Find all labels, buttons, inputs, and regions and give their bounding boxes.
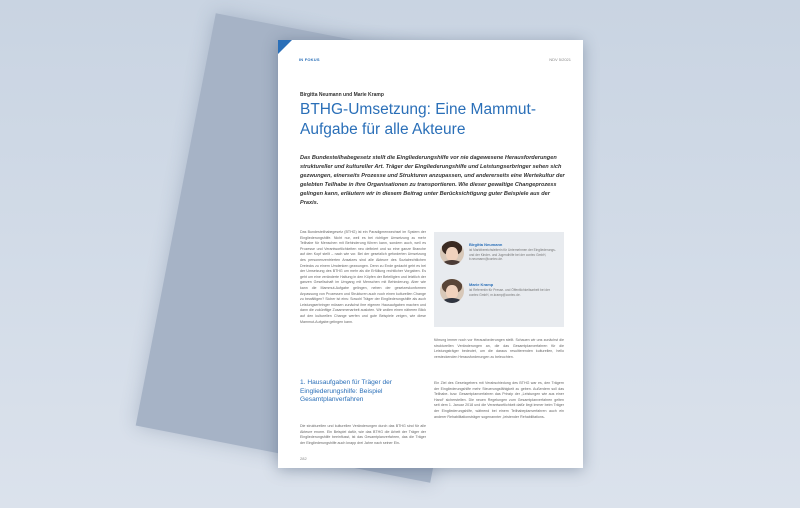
page-number: 282 xyxy=(300,456,307,461)
author-bio: ist Marktbereichsleiterin für Unternehmen der Eingliederungs- und der Kinder- und Jugendhilfe bei der contec GmbH, b.neumann@contec.de. xyxy=(469,248,556,262)
avatar xyxy=(440,279,464,303)
section-heading: 1. Hausaufgaben für Träger der Eingliederungshilfe: Beispiel Gesamtplanverfahren xyxy=(300,379,393,404)
body-text-left: Das Bundesteilhabegesetz (BTHG) ist ein Paradigmenwechsel im System der Eingliederungshilfe. Nicht nur, weil es bei richtiger Umsetzung zu mehr Teilhabe für Menschen mit Behinderung führen kann, sondern auch, weil es Prozesse und Verantwortlichkeiten neu definiert und so eine ganze Branche auf den Kopf stellt – nach wie vor. Bei der gesetzlich geforderten Umsetzung des personenzentrierten Ansatzes sind alle Akteure des Sozialrechtlichen Dreiecks zu einem Umdenken gezwungen. Denn zu Ende gedacht geht es bei der Umsetzung des BTHG um mehr als die Erfüllung rechtlicher Vorgaben. Es geht um eine veränderte Haltung in den Köpfen der Beteiligten und letztlich der ganzen Gesellschaft im Umgang mit Menschen mit Behinderung. Aber wie kann die Mammut-Aufgabe gelingen, neben der gesetzeskonformen Anpassung von Prozessen und Strukturen auch noch einen kulturellen Change zu bewältigen? Sicher ist eins: Sowohl Träger der Eingliederungshilfe als auch Leistungserbringer müssen zunächst ihre eigenen Hausaufgaben machen und dann die zukünftige Zusammenarbeit ausloten. Wir wollen einen näheren Blick auf den kulturellen Change werfen und gute Beispiele zeigen, wie diese Mammut-Aufgabe gelingen kann. xyxy=(300,230,426,324)
author-info-box xyxy=(434,232,564,327)
section-label: IN FOKUS xyxy=(299,57,320,62)
issue-label: NDV 5/2021 xyxy=(549,57,571,62)
author-bio: ist Referentin für Presse- und Öffentlichkeitsarbeit bei der contec GmbH, m.kramp@contec.de. xyxy=(469,288,550,297)
article-title: BTHG-Umsetzung: Eine Mammut-Aufgabe für alle Akteure xyxy=(300,101,536,138)
section-corner-marker xyxy=(278,40,292,54)
body-text-right: führung immer noch vor Herausforderungen stellt. Schauen wir uns zunächst die strukturellen Veränderungen an, die das Gesamtplanverfahren für die Leistungsträger bedeutet, um die daraus resultierenden kulturellen, hello versteckenden Herausforderungen zu beleuchten. xyxy=(434,338,564,359)
magazine-page xyxy=(278,40,583,468)
author-name: Marie Kramp xyxy=(469,282,494,287)
body-text-left-2: Die strukturellen und kulturellen Veränderungen durch das BTHG sind für alle Akteure enorm. Ein Beispiel dafür, wie das BTHG die Arbeit der Träger der Eingliederungshilfe beeinflusst, ist das Gesamtplanverfahren, das die Träger der Eingliederungshilfe auch knapp drei Jahre nach seiner Ein- xyxy=(300,424,426,445)
body-text-right-2: Ein Ziel des Gesetzgebers mit Verabschiedung des BTHG war es, den Trägern der Eingliederungshilfe mehr Steuerungsfähigkeit zu geben. Außerdem soll das Teilhabe- bzw. Gesamtplanverfahren das Prinzip der „Leistungen wie aus einer Hand“ sicherstellen. Die neuen Regelungen zum Gesamtplanverfahren gelten seit dem 1. Januar 2018 und die Verantwortlichkeit dafür liegt immer beim Träger der Eingliederungshilfe, während bei einem Teilhabeplanverfahren auch ein anderer Rehabilitationsträger sogenannter „leistender Rehabilitations- xyxy=(434,381,564,419)
article-authors: Birgitta Neumann und Marie Kramp xyxy=(300,92,384,98)
article-lead: Das Bundesteilhabegesetz stellt die Eingliederungshilfe vor nie dagewesene Herausforderungen struktureller und kultureller Art. Träger der Eingliederungshilfe und Leistungserbringer sehen sich gezwungen, einerseits Prozesse und Strukturen anzupassen, und andererseits eine Wertekultur der gelebten Teilhabe in ihre Organisationen zu transportieren. Wie dieser gewaltige Changeprozess gelingen kann, erläutern wir in diesem Beitrag unter Berücksichtigung guter Beispiele aus der Praxis. xyxy=(300,155,565,206)
author-name: Birgitta Neumann xyxy=(469,242,503,247)
avatar xyxy=(440,241,464,265)
